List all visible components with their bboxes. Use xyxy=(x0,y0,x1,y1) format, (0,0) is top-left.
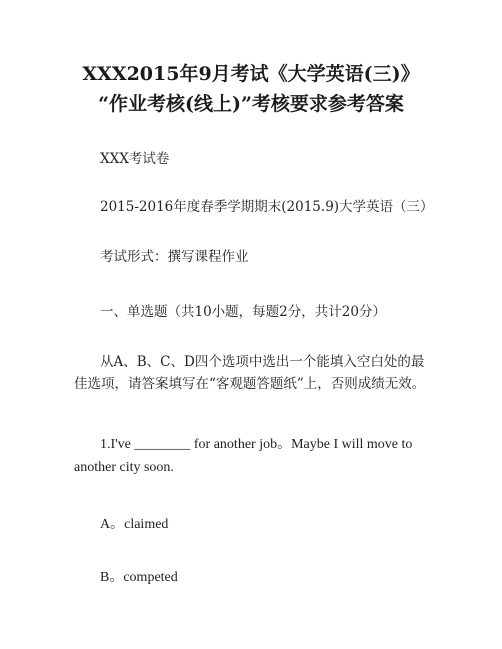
exam-paper-label: XXX考试卷 xyxy=(100,151,170,167)
instruction-line-2: 佳选项，请答案填写在“客观题答题纸”上，否则成绩无效。 xyxy=(74,376,426,392)
term-line: 2015-2016年度春季学期期末(2015.9)大学英语（三） xyxy=(100,199,434,215)
option-b: B。competed xyxy=(100,570,178,585)
question-1-line-2: another city soon. xyxy=(74,460,174,475)
document-title-line-1: XXX2015年9月考试《大学英语(三)》 xyxy=(82,63,420,85)
option-a: A。claimed xyxy=(100,517,169,532)
document-title-line-2: “作业考核(线上)”考核要求参考答案 xyxy=(98,93,404,115)
question-1-line-1: 1.I've ________ for another job。Maybe I will move to xyxy=(100,437,413,452)
exam-form-line: 考试形式：撰写课程作业 xyxy=(100,249,249,265)
instruction-line-1: 从A、B、C、D四个选项中选出一个能填入空白处的最 xyxy=(100,354,425,370)
section-heading: 一、单选题（共10小题，每题2分，共计20分） xyxy=(100,304,386,320)
